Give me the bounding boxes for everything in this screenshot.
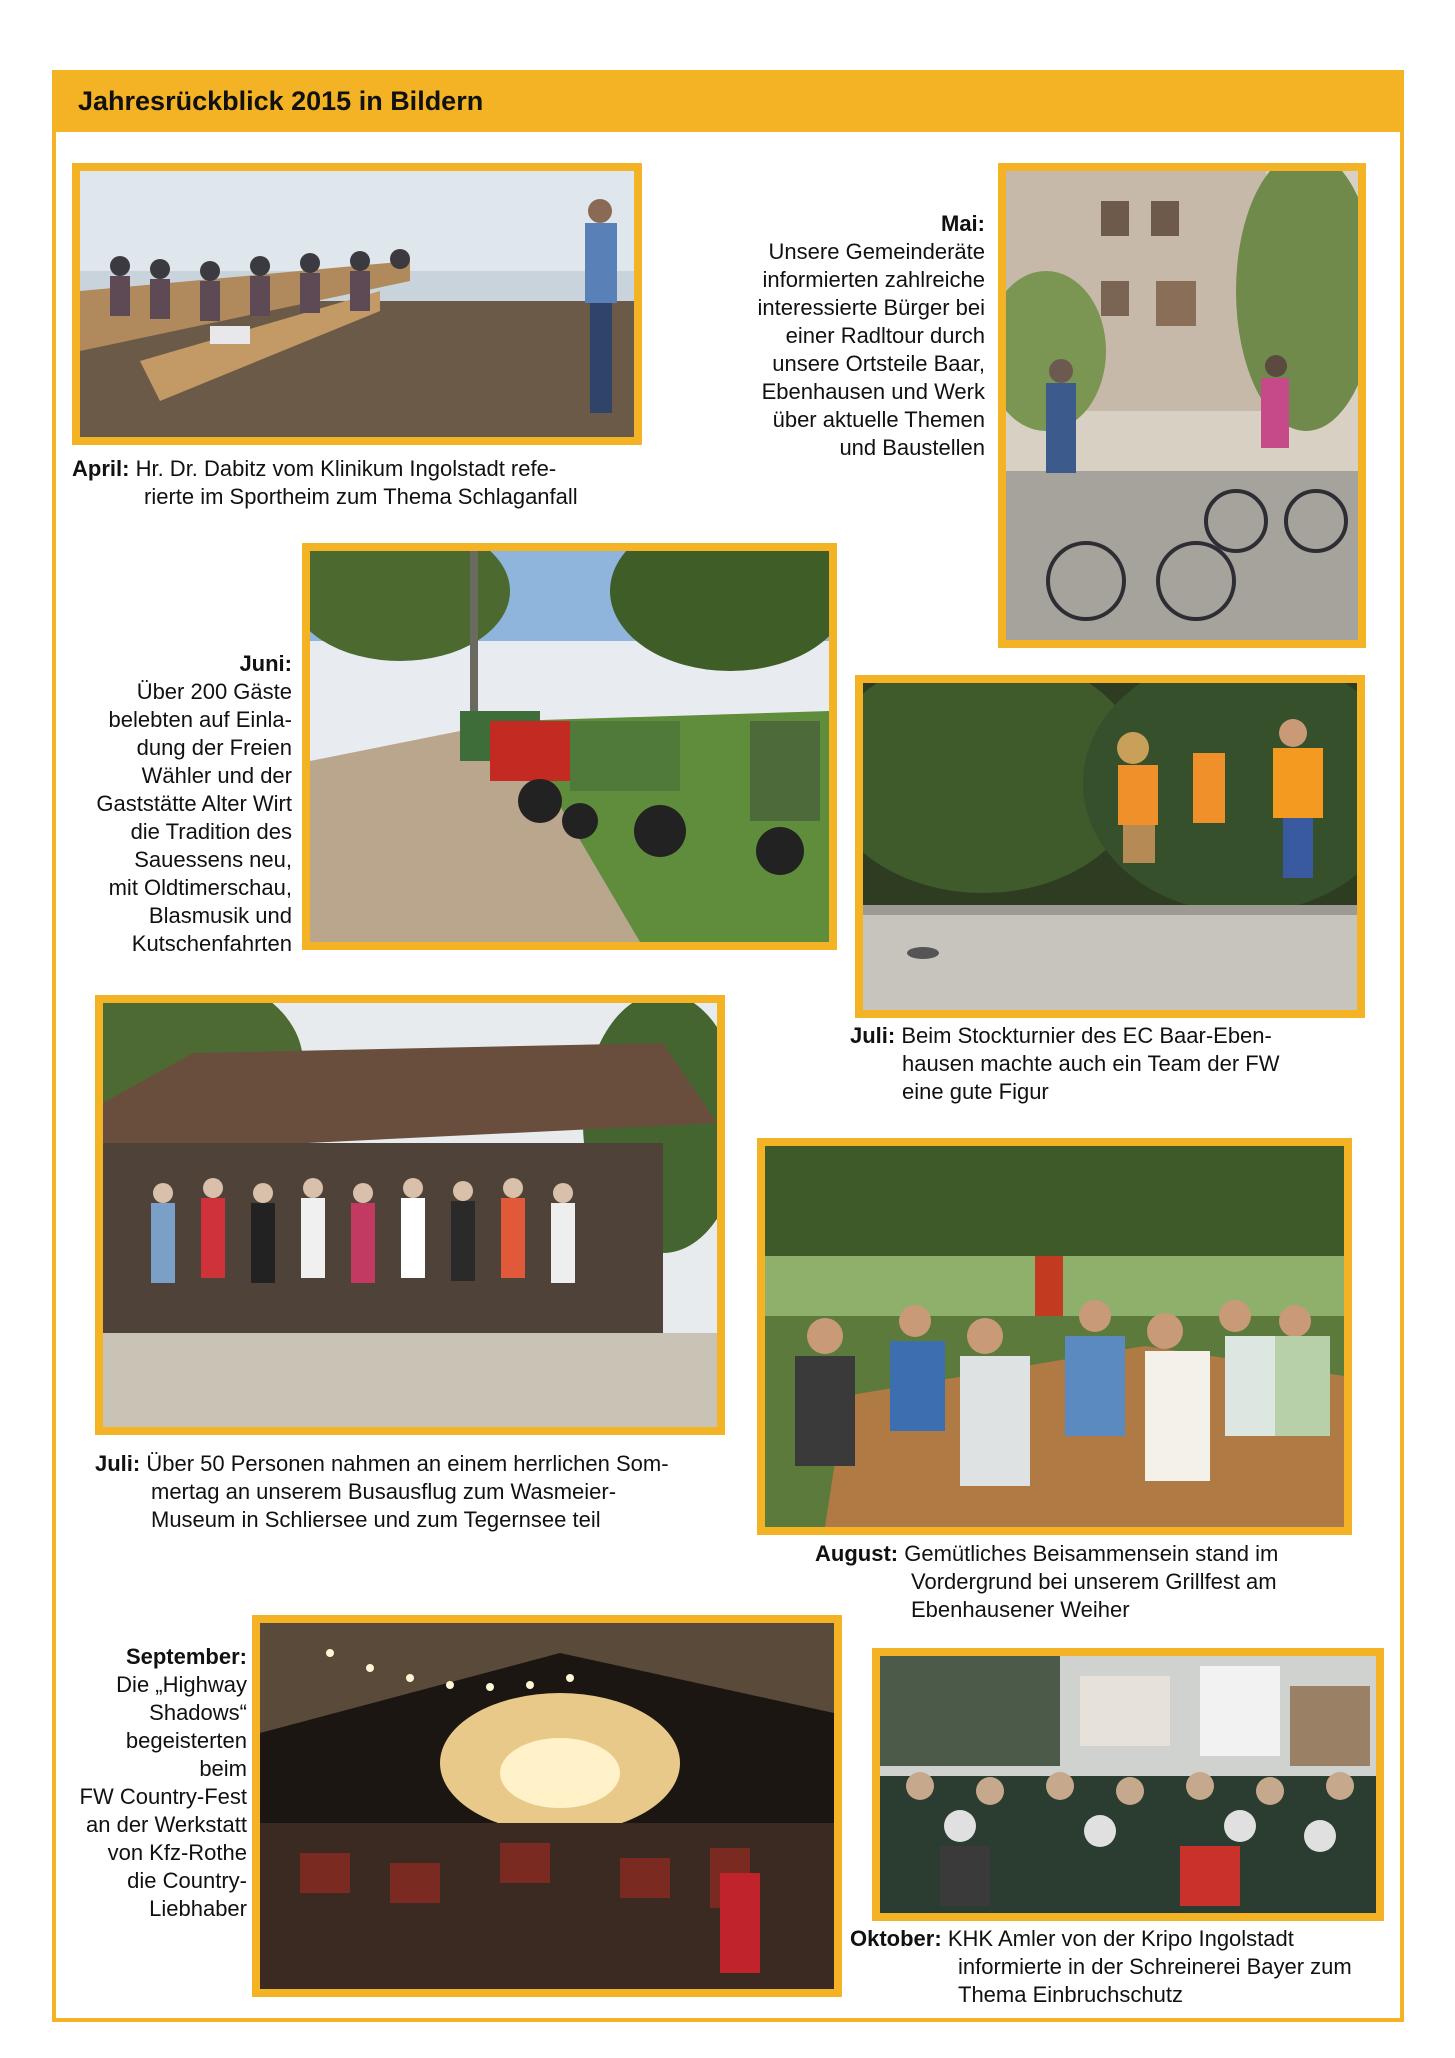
caption-september-text: Die „Highway Shadows“ begeisterten beim FW Country-Fest an der Werkstatt von Kfz-Rothe die Country- Liebhaber: [79, 1672, 247, 1921]
photo-oktober: [872, 1648, 1384, 1921]
caption-august-text: Gemütliches Beisammensein stand im Vordergrund bei unserem Grillfest am Ebenhausener Weiher: [904, 1541, 1279, 1622]
caption-juli1-month: Juli:: [850, 1023, 896, 1048]
caption-april-text: Hr. Dr. Dabitz vom Klinikum Ingolstadt refe- rierte im Sportheim zum Thema Schlaganfall: [135, 456, 578, 509]
caption-juli2-text: Über 50 Personen nahmen an einem herrlichen Som- mertag an unserem Busausflug zum Wasmeier- Museum in Schliersee und zum Tegernsee teil: [146, 1451, 669, 1532]
caption-juni-month: Juni:: [239, 651, 292, 676]
caption-juli1-text: Beim Stockturnier des EC Baar-Eben- hausen machte auch ein Team der FW eine gute Figur: [901, 1023, 1280, 1104]
caption-august-month: August:: [815, 1541, 899, 1566]
photo-august: [757, 1138, 1352, 1535]
caption-september: [55, 1615, 247, 1951]
caption-oktober: [850, 1925, 1370, 2009]
caption-april-month: April:: [72, 456, 130, 481]
photo-juni: [302, 543, 837, 950]
header-bar: [52, 70, 1404, 132]
caption-september-month: September:: [125, 1644, 247, 1669]
caption-juni: [60, 622, 292, 986]
photo-juli-busausflug: [95, 995, 725, 1435]
photo-mai: [998, 163, 1366, 648]
caption-mai-month: Mai:: [941, 211, 985, 236]
caption-mai: [700, 182, 985, 490]
page-title: Jahresrückblick 2015 in Bildern: [78, 86, 484, 116]
photo-september: [252, 1615, 842, 1997]
caption-april: [72, 455, 622, 511]
photo-april: [72, 163, 642, 445]
caption-juni-text: Über 200 Gäste belebten auf Einla- dung der Freien Wähler und der Gaststätte Alter Wirt die Tradition des Sauessens neu, mit Oldtimerschau, Blasmusik und Kutschenfahrten: [96, 679, 292, 956]
caption-juli2-month: Juli:: [95, 1451, 141, 1476]
caption-oktober-month: Oktober:: [850, 1926, 942, 1951]
caption-juli-busausflug: [95, 1450, 745, 1534]
caption-juli-stockturnier: [850, 1022, 1370, 1106]
caption-august: [815, 1540, 1375, 1624]
photo-juli-stockturnier: [855, 675, 1365, 1018]
caption-mai-text: Unsere Gemeinderäte informierten zahlreiche interessierte Bürger bei einer Radltour durch unsere Ortsteile Baar, Ebenhausen und Werk über aktuelle Themen und Baustellen: [757, 239, 985, 460]
caption-oktober-text: KHK Amler von der Kripo Ingolstadt informierte in der Schreinerei Bayer zum Thema Einbruchschutz: [947, 1926, 1352, 2007]
